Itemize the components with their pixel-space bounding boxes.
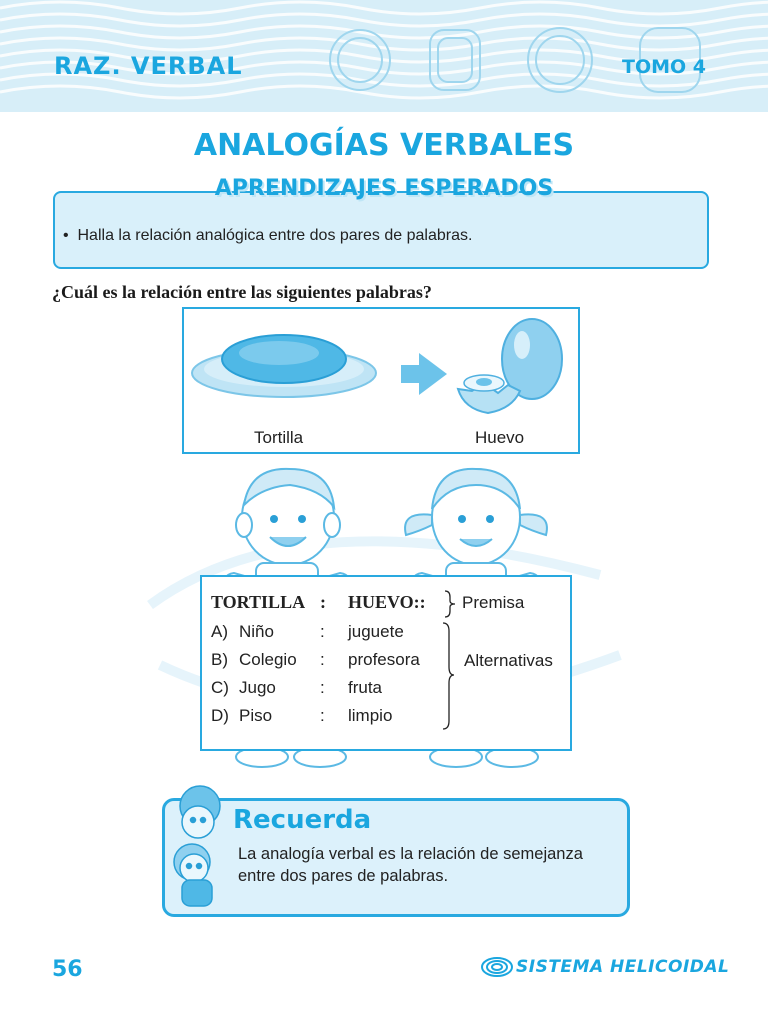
premise-separator: : xyxy=(320,592,326,612)
alt-d-word-1: Piso xyxy=(239,706,273,725)
alt-d-separator: : xyxy=(320,706,325,725)
objectives-box xyxy=(53,191,709,269)
header-band xyxy=(0,0,768,112)
alternatives-label: Alternativas xyxy=(464,651,553,670)
alt-c-letter: C) xyxy=(211,678,229,697)
alt-b-word-2: profesora xyxy=(348,650,420,669)
alt-c-word-2: fruta xyxy=(348,678,383,697)
alt-d-letter: D) xyxy=(211,706,229,725)
objective-item xyxy=(63,227,472,245)
arrow-right-icon xyxy=(401,353,447,395)
alt-b-letter: B) xyxy=(211,650,228,669)
alternatives-brace-icon xyxy=(440,621,456,731)
premise-word-2: HUEVO:: xyxy=(348,592,426,612)
subject-label: RAZ. VERBAL xyxy=(54,52,243,80)
volume-label: TOMO 4 xyxy=(622,56,707,78)
alt-b-word-1: Colegio xyxy=(239,650,297,669)
right-caption: Huevo xyxy=(475,428,525,447)
premise-word-1: TORTILLA xyxy=(211,592,306,612)
alt-a-word-2: juguete xyxy=(348,622,404,641)
alt-d-word-2: limpio xyxy=(348,706,393,725)
section-subtitle: APRENDIZAJES ESPERADOS xyxy=(214,176,554,201)
premise-label: Premisa xyxy=(462,593,525,612)
alt-a-separator: : xyxy=(320,622,325,641)
alt-c-separator: : xyxy=(320,678,325,697)
alt-a-word-1: Niño xyxy=(239,622,274,641)
brand-spiral-icon xyxy=(480,956,514,978)
objective-text: Halla la relación analógica entre dos pares de palabras. xyxy=(77,227,473,244)
page-number: 56 xyxy=(52,957,83,982)
recuerda-title: Recuerda xyxy=(233,805,372,835)
image-box xyxy=(182,307,580,454)
page-title: ANALOGÍAS VERBALES xyxy=(193,128,575,163)
premise-brace-icon xyxy=(443,589,457,619)
brand-label: SISTEMA HELICOIDAL xyxy=(516,957,730,977)
alt-a-letter: A) xyxy=(211,622,228,641)
analogy-board xyxy=(200,575,572,751)
bullet-icon: • xyxy=(63,227,78,244)
left-caption: Tortilla xyxy=(254,428,304,447)
alt-c-word-1: Jugo xyxy=(239,678,276,697)
question-text: ¿Cuál es la relación entre las siguientes palabras? xyxy=(52,282,432,302)
kids-mascot-illustration xyxy=(162,778,232,918)
alt-b-separator: : xyxy=(320,650,325,669)
recuerda-text: La analogía verbal es la relación de semejanza entre dos pares de palabras. xyxy=(238,845,583,885)
